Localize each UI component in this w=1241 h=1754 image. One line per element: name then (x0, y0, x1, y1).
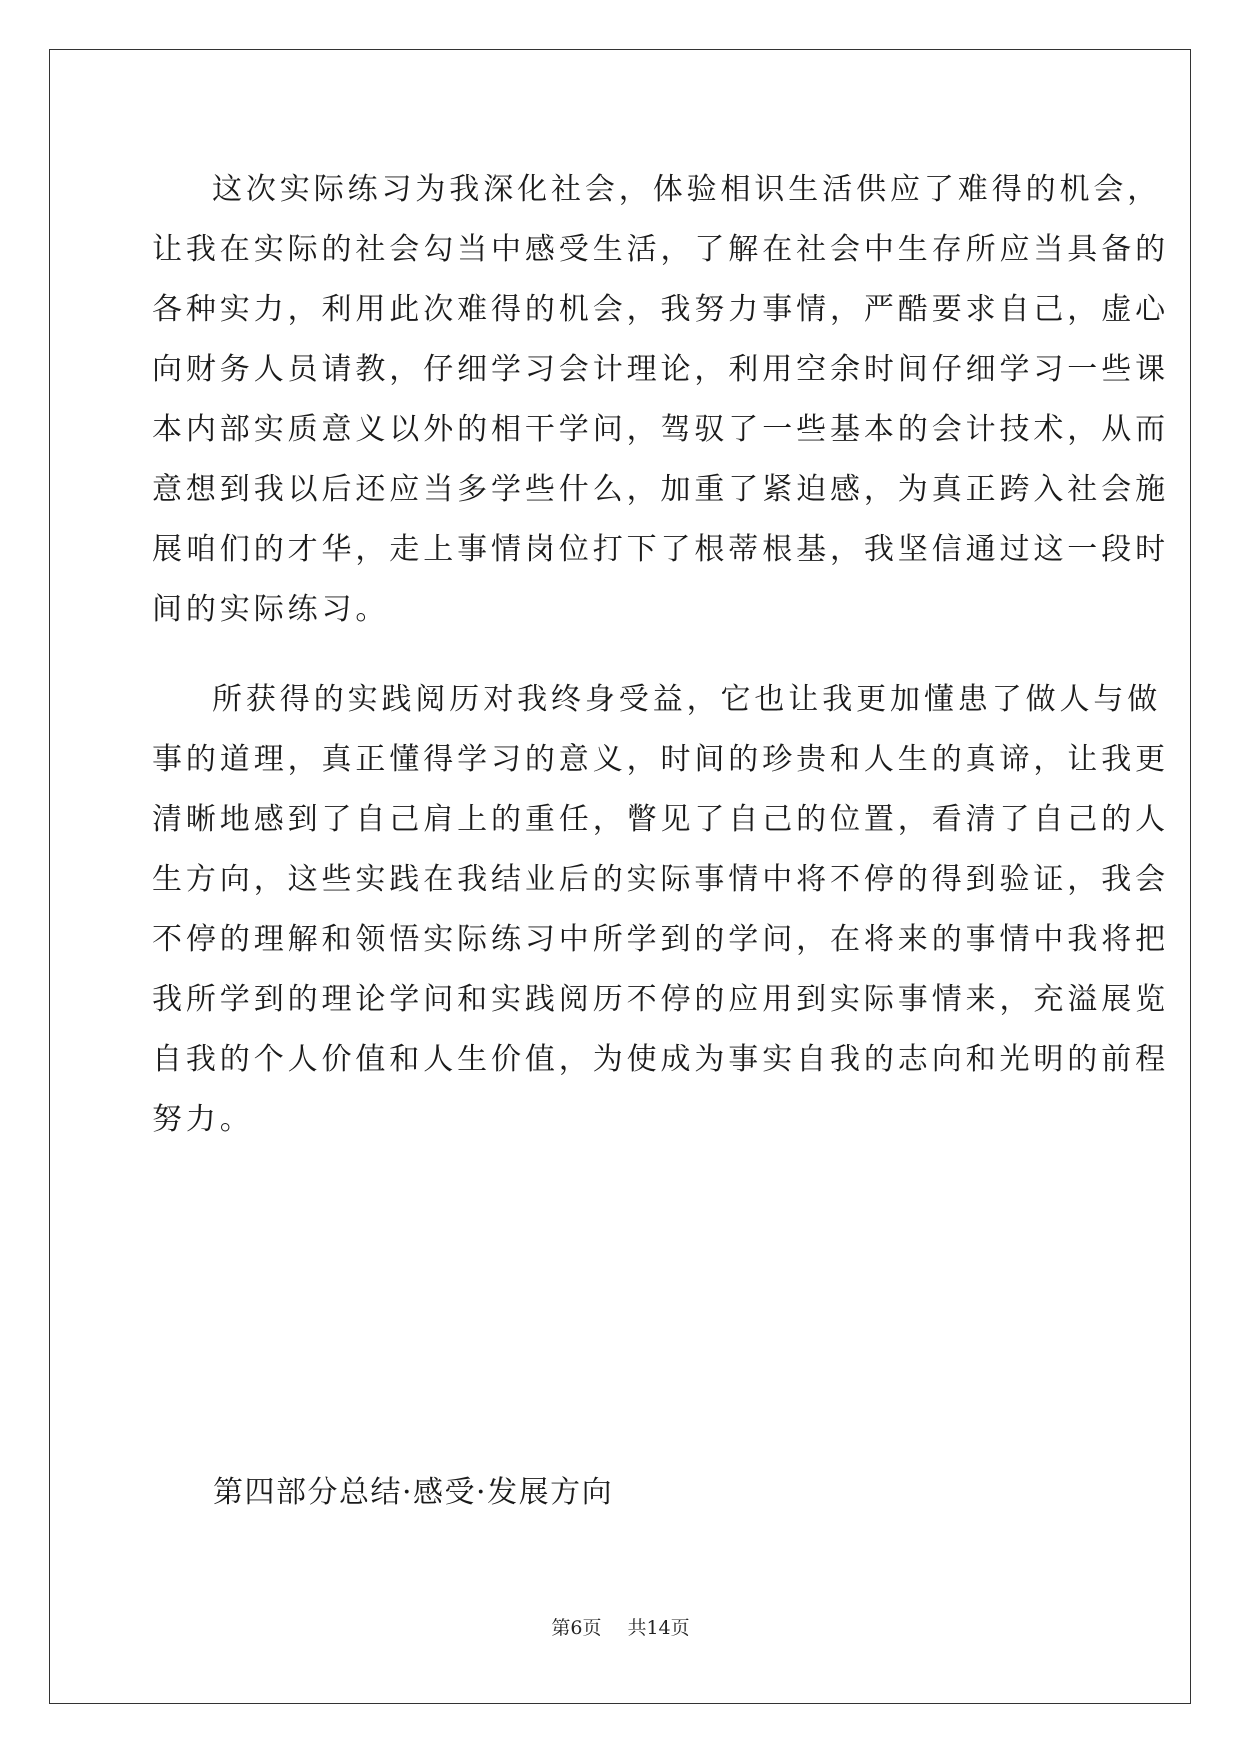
section-heading: 第四部分总结·感受·发展方向 (213, 1475, 614, 1510)
text-line: 生方向，这些实践在我结业后的实际事情中将不停的得到验证，我会 (152, 862, 1169, 897)
page-number: 第6页 (551, 1617, 602, 1639)
text-line: 意想到我以后还应当多学些什么，加重了紧迫感，为真正跨入社会施 (152, 472, 1169, 507)
text-line: 努力。 (152, 1102, 254, 1137)
text-line: 事的道理，真正懂得学习的意义，时间的珍贵和人生的真谛，让我更 (152, 742, 1169, 777)
text-line: 自我的个人价值和人生价值，为使成为事实自我的志向和光明的前程 (152, 1042, 1169, 1077)
text-line: 清晰地感到了自己肩上的重任，瞥见了自己的位置，看清了自己的人 (152, 802, 1169, 837)
text-line: 这次实际练习为我深化社会，体验相识生活供应了难得的机会， (212, 172, 1162, 207)
document-body (152, 160, 1169, 1150)
text-line: 我所学到的理论学问和实践阅历不停的应用到实际事情来，充溢展览 (152, 982, 1169, 1017)
text-line: 各种实力，利用此次难得的机会，我努力事情，严酷要求自己，虚心 (152, 292, 1169, 327)
paragraph-1 (152, 160, 1169, 640)
text-line: 向财务人员请教，仔细学习会计理论，利用空余时间仔细学习一些课 (152, 352, 1169, 387)
text-line: 本内部实质意义以外的相干学问，驾驭了一些基本的会计技术，从而 (152, 412, 1169, 447)
text-line: 让我在实际的社会勾当中感受生活，了解在社会中生存所应当具备的 (152, 232, 1169, 267)
page-total: 共14页 (627, 1617, 690, 1639)
page-footer (0, 1614, 1241, 1642)
paragraph-2 (152, 670, 1169, 1150)
text-line: 不停的理解和领悟实际练习中所学到的学问，在将来的事情中我将把 (152, 922, 1169, 957)
text-line: 展咱们的才华，走上事情岗位打下了根蒂根基，我坚信通过这一段时 (152, 532, 1169, 567)
text-line: 所获得的实践阅历对我终身受益，它也让我更加懂患了做人与做 (212, 682, 1162, 717)
text-line: 间的实际练习。 (152, 592, 390, 627)
